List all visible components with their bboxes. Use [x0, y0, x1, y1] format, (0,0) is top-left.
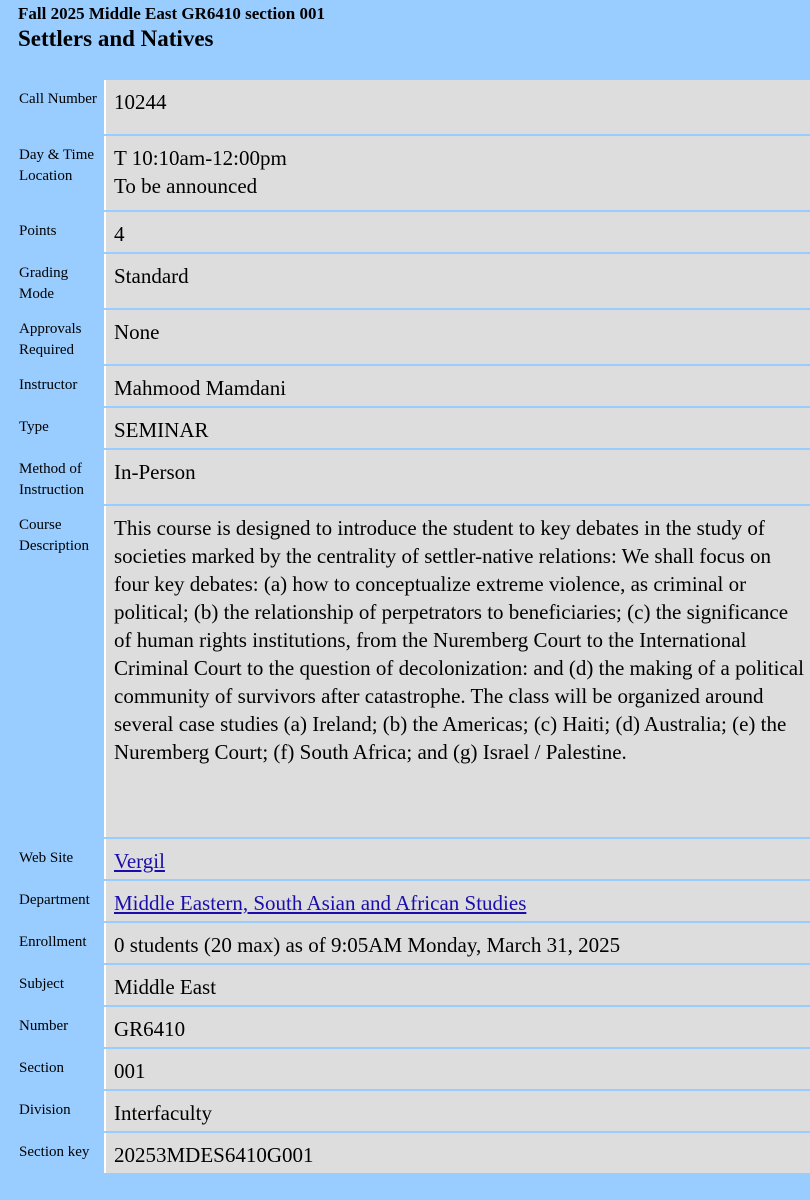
label-day-time-location: Day & Time Location	[12, 136, 104, 210]
info-row-number	[12, 1007, 810, 1047]
value-cell-department	[104, 881, 810, 921]
info-row-course-description	[12, 506, 810, 837]
label-instructor: Instructor	[12, 366, 104, 406]
info-row-day-time-location	[12, 136, 810, 210]
value-approvals-required: None	[114, 320, 160, 344]
value-cell-day-time-location	[104, 136, 810, 210]
label-department: Department	[12, 881, 104, 921]
label-section-key: Section key	[12, 1133, 104, 1173]
value-cell-grading-mode	[104, 254, 810, 308]
info-row-points	[12, 212, 810, 252]
value-cell-type	[104, 408, 810, 448]
value-cell-subject	[104, 965, 810, 1005]
value-cell-approvals-required	[104, 310, 810, 364]
course-title: Settlers and Natives	[18, 26, 214, 51]
info-row-division	[12, 1091, 810, 1131]
course-info-table	[12, 78, 810, 1175]
info-row-section-key	[12, 1133, 810, 1173]
info-row-instructor	[12, 366, 810, 406]
value-day-time-location: T 10:10am-12:00pm	[114, 146, 287, 170]
department-link[interactable]: Middle Eastern, South Asian and African Studies	[114, 891, 527, 915]
value-call-number: 10244	[114, 90, 167, 114]
value-number: GR6410	[114, 1017, 186, 1041]
value-cell-number	[104, 1007, 810, 1047]
label-web-site: Web Site	[12, 839, 104, 879]
label-enrollment: Enrollment	[12, 923, 104, 963]
web-site-link[interactable]: Vergil	[114, 849, 165, 873]
value-cell-course-description	[104, 506, 810, 837]
label-type: Type	[12, 408, 104, 448]
info-row-call-number	[12, 80, 810, 134]
value-instructor: Mahmood Mamdani	[114, 376, 287, 400]
value-cell-call-number	[104, 80, 810, 134]
value-cell-method-of-instruction	[104, 450, 810, 504]
label-approvals-required: Approvals Required	[12, 310, 104, 364]
value-points: 4	[114, 222, 125, 246]
value-cell-section	[104, 1049, 810, 1089]
value-method-of-instruction: In-Person	[114, 460, 196, 484]
label-number: Number	[12, 1007, 104, 1047]
value-cell-division	[104, 1091, 810, 1131]
info-row-web-site	[12, 839, 810, 879]
info-row-grading-mode	[12, 254, 810, 308]
label-grading-mode: Grading Mode	[12, 254, 104, 308]
label-course-description: Course Description	[12, 506, 104, 837]
value-cell-points	[104, 212, 810, 252]
value-day-time-location-line2: To be announced	[114, 174, 258, 198]
value-cell-enrollment	[104, 923, 810, 963]
course-info-body	[12, 80, 810, 1173]
info-row-approvals-required	[12, 310, 810, 364]
value-section: 001	[114, 1059, 146, 1083]
label-division: Division	[12, 1091, 104, 1131]
info-row-type	[12, 408, 810, 448]
label-call-number: Call Number	[12, 80, 104, 134]
value-division: Interfaculty	[114, 1101, 212, 1125]
label-section: Section	[12, 1049, 104, 1089]
value-cell-web-site	[104, 839, 810, 879]
page-header	[0, 0, 810, 78]
value-cell-section-key	[104, 1133, 810, 1173]
info-row-enrollment	[12, 923, 810, 963]
value-cell-instructor	[104, 366, 810, 406]
value-course-description: This course is designed to introduce the student to key debates in the study of societies marked by the centrality of settler-native relations: We shall focus on four key debates: (a) how to conceptualize extreme violence, as criminal or political; (b) the relationship of perpetrators to beneficiaries; (c) the significance of human rights institutions, from the Nuremberg Court to the International Criminal Court to the question of decolonization: and (d) the making of a political community of survivors after catastrophe. The class will be organized around several case studies (a) Ireland; (b) the Americas; (c) Haiti; (d) Australia; (e) the Nuremberg Court; (f) South Africa; and (g) Israel / Palestine.	[114, 516, 804, 764]
value-section-key: 20253MDES6410G001	[114, 1143, 314, 1167]
value-type: SEMINAR	[114, 418, 209, 442]
info-row-subject	[12, 965, 810, 1005]
page-footer	[12, 1188, 810, 1200]
value-enrollment: 0 students (20 max) as of 9:05AM Monday, March 31, 2025	[114, 933, 621, 957]
label-points: Points	[12, 212, 104, 252]
value-grading-mode: Standard	[114, 264, 189, 288]
label-subject: Subject	[12, 965, 104, 1005]
info-row-method-of-instruction	[12, 450, 810, 504]
info-row-department	[12, 881, 810, 921]
label-method-of-instruction: Method of Instruction	[12, 450, 104, 504]
course-subtitle: Fall 2025 Middle East GR6410 section 001	[18, 4, 325, 23]
info-row-section	[12, 1049, 810, 1089]
value-subject: Middle East	[114, 975, 217, 999]
